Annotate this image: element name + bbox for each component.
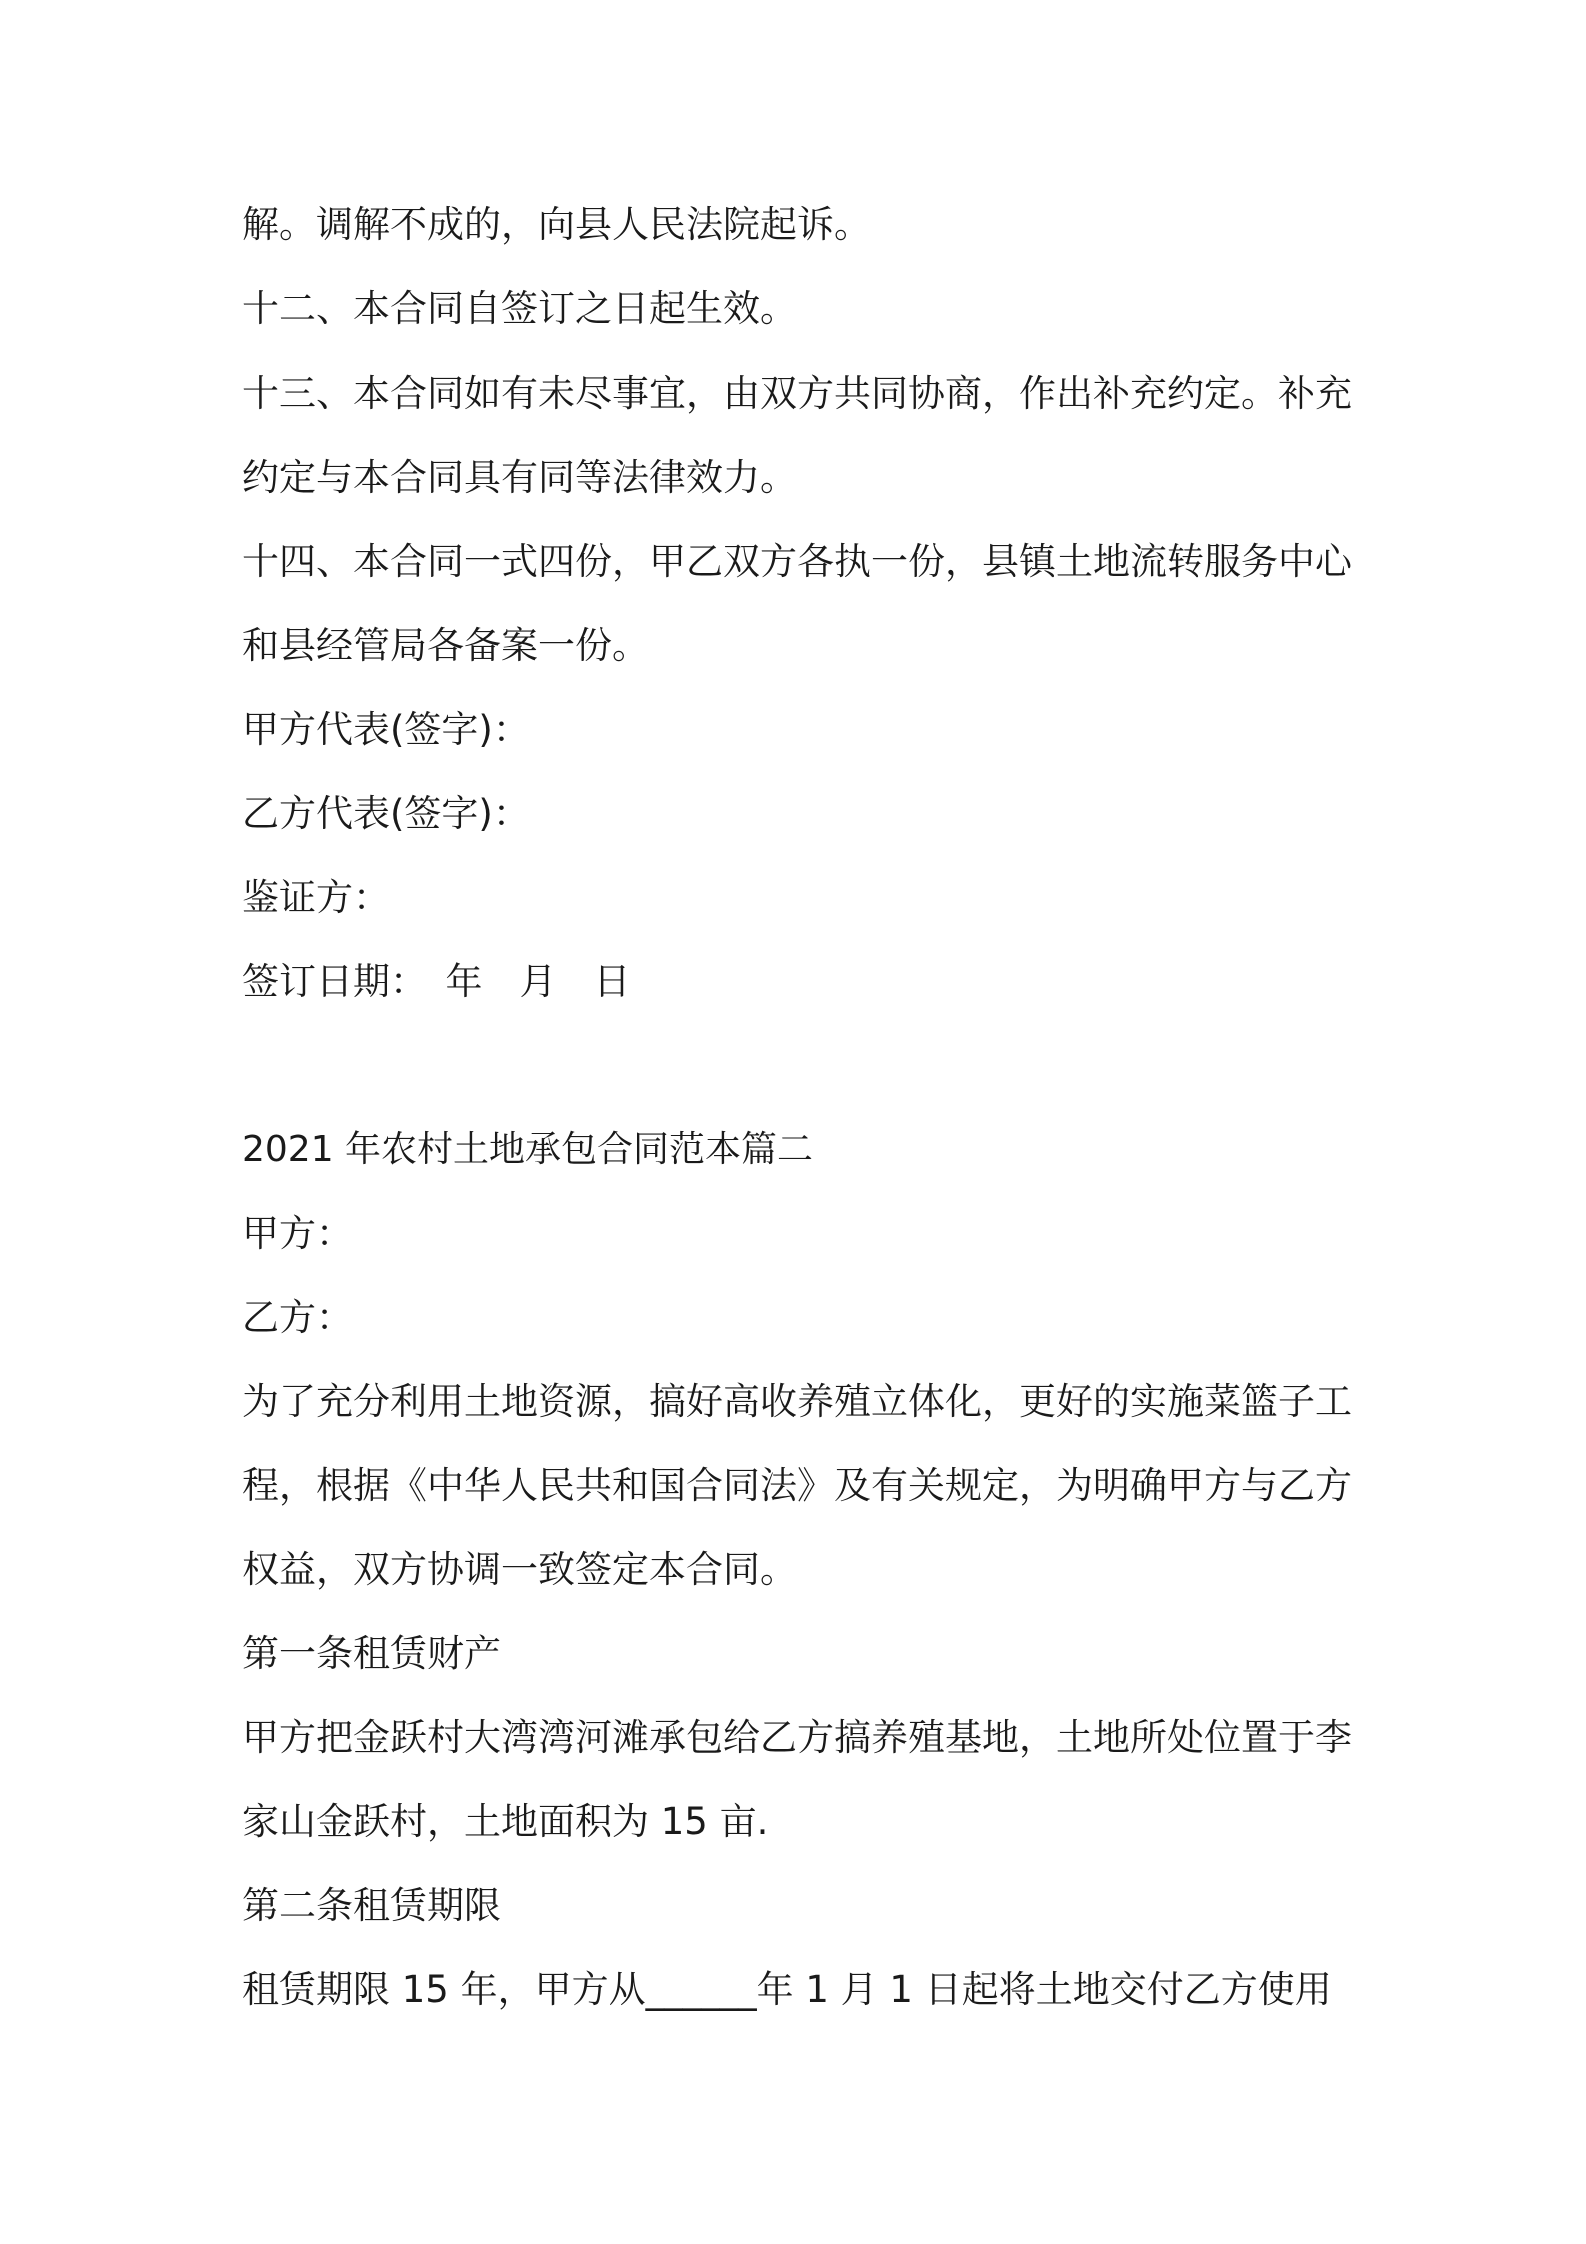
signature-line: 乙方代表(签字)： <box>242 792 530 835</box>
text-line: 解。调解不成的，向县人民法院起诉。 <box>242 203 871 246</box>
text-line: 约定与本合同具有同等法律效力。 <box>242 456 797 499</box>
signature-line: 鉴证方： <box>242 876 390 919</box>
text-line: 权益，双方协调一致签定本合同。 <box>242 1548 797 1591</box>
article-heading: 第二条租赁期限 <box>242 1884 501 1927</box>
text-line: 十三、本合同如有未尽事宜，由双方共同协商，作出补充约定。补充 <box>242 372 1352 415</box>
text-line: 乙方： <box>242 1296 353 1339</box>
text-line: 程，根据《中华人民共和国合同法》及有关规定，为明确甲方与乙方 <box>242 1464 1352 1507</box>
text-line: 租赁期限 15 年，甲方从______年 1 月 1 日起将土地交付乙方使用 <box>242 1968 1332 2011</box>
text-line: 十二、本合同自签订之日起生效。 <box>242 287 797 330</box>
text-line: 十四、本合同一式四份，甲乙双方各执一份，县镇土地流转服务中心 <box>242 540 1352 583</box>
text-line: 为了充分利用土地资源，搞好高收养殖立体化，更好的实施菜篮子工 <box>242 1380 1352 1423</box>
text-line: 甲方把金跃村大湾湾河滩承包给乙方搞养殖基地，土地所处位置于李 <box>242 1716 1352 1759</box>
article-heading: 第一条租赁财产 <box>242 1632 501 1675</box>
date-line: 签订日期： 年 月 日 <box>242 960 631 1003</box>
section-title: 2021 年农村土地承包合同范本篇二 <box>242 1129 814 1170</box>
text-line: 家山金跃村，土地面积为 15 亩. <box>242 1800 769 1843</box>
text-line: 甲方： <box>242 1212 353 1255</box>
signature-line: 甲方代表(签字)： <box>242 708 530 751</box>
text-line: 和县经管局各备案一份。 <box>242 624 649 667</box>
